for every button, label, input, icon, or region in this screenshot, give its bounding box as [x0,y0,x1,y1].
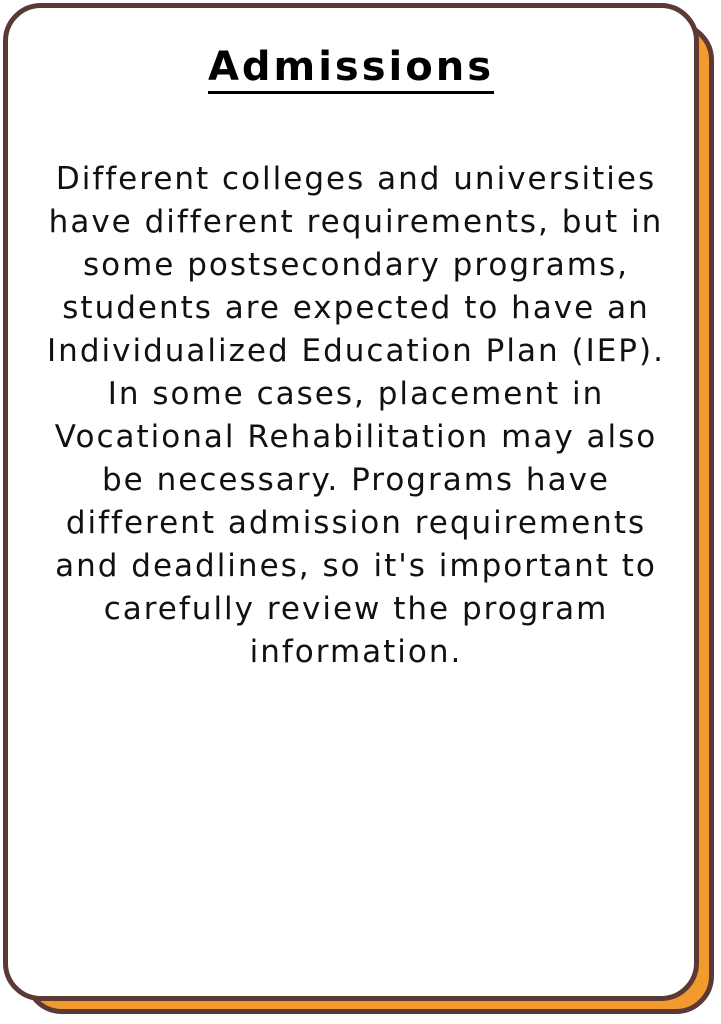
card-title [8,44,694,94]
card-body-text: Different colleges and universities have different requirements, but in some postsecondary programs, students are expected to have an Individualized Education Plan (IEP). In some cases, placement in Vocational Rehabilitation may also be necessary. Programs have different admission requirements and deadlines, so it's important to carefully review the program information. [47,161,665,670]
info-card [3,3,699,1001]
card-title-text: Admissions [208,45,494,94]
